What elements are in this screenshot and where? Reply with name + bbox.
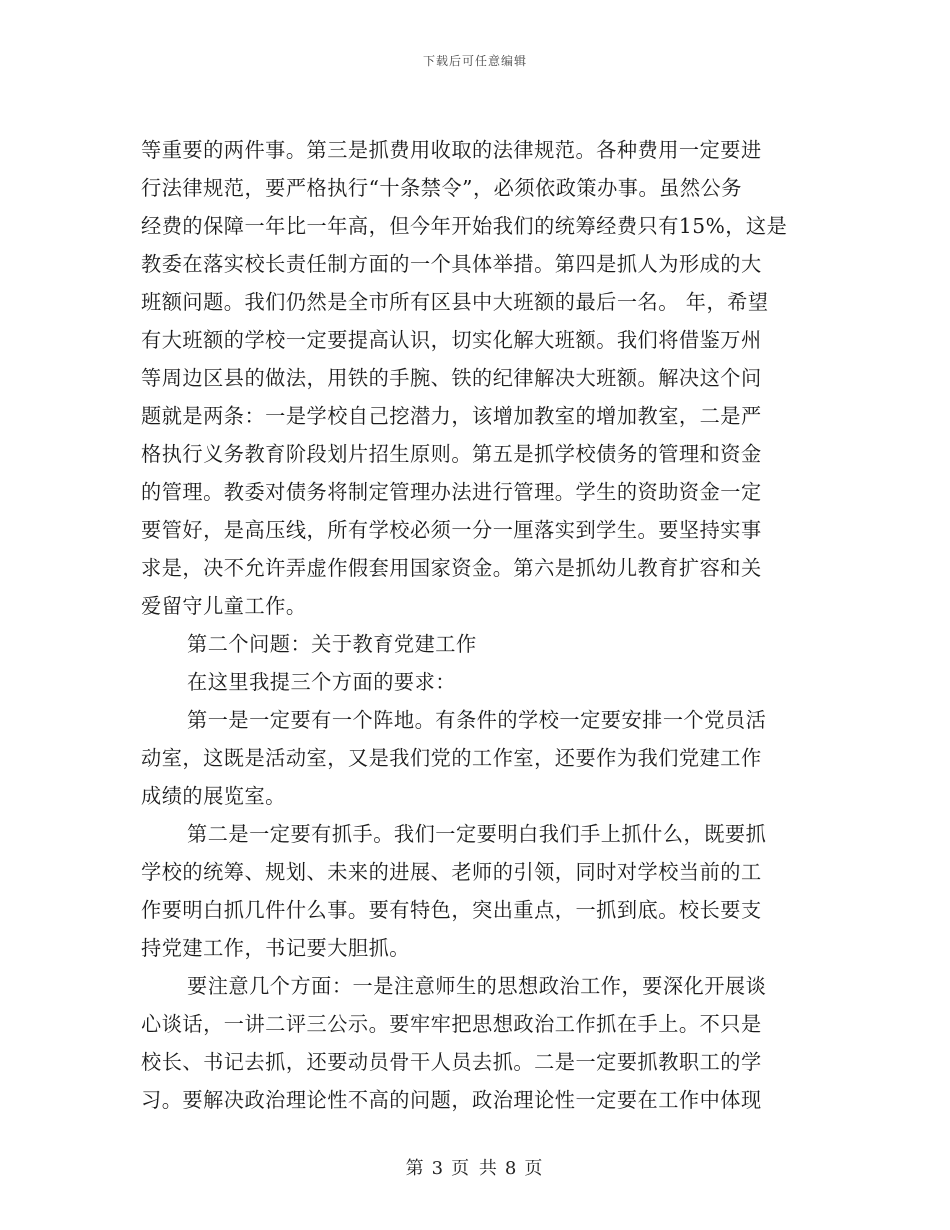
paragraph-line: 有大班额的学校一定要提高认识，切实化解大班额。我们将借鉴万州 (141, 328, 762, 352)
paragraph-line: 班额问题。我们仍然是全市所有区县中大班额的最后一名。 年，希望 (141, 290, 769, 314)
paragraph-line: 持党建工作，书记要大胆抓。 (141, 936, 410, 960)
paragraph-line: 习。要解决政治理论性不高的问题，政治理论性一定要在工作中体现 (141, 1088, 762, 1112)
paragraph-line: 校长、书记去抓，还要动员骨干人员去抓。二是一定要抓教职工的学 (141, 1050, 762, 1074)
page-footer (0, 1154, 950, 1180)
paragraph-line: 经费的保障一年比一年高，但今年开始我们的统筹经费只有15%，这是 (141, 214, 788, 238)
page-header: 下载后可任意编辑 (422, 54, 527, 68)
paragraph-line: 等重要的两件事。第三是抓费用收取的法律规范。各种费用一定要进 (141, 138, 762, 162)
paragraph-line: 行法律规范，要严格执行“十条禁令”，必须依政策办事。虽然公务 (141, 176, 742, 200)
paragraph-line: 题就是两条：一是学校自己挖潜力，该增加教室的增加教室，二是严 (141, 404, 762, 428)
paragraph-line: 心谈话，一讲二评三公示。要牢牢把思想政治工作抓在手上。不只是 (141, 1012, 762, 1036)
document-body (141, 131, 811, 1119)
paragraph-line: 的管理。教委对债务将制定管理办法进行管理。学生的资助资金一定 (141, 480, 762, 504)
paragraph-line: 要管好，是高压线，所有学校必须一分一厘落实到学生。要坚持实事 (141, 518, 762, 542)
total-page-count: 8 (504, 1158, 519, 1179)
paragraph-line: 第二是一定要有抓手。我们一定要明白我们手上抓什么，既要抓 (187, 822, 767, 846)
paragraph-line: 格执行义务教育阶段划片招生原则。第五是抓学校债务的管理和资金 (141, 442, 762, 466)
paragraph-line: 学校的统筹、规划、未来的进展、老师的引领，同时对学校当前的工 (141, 860, 762, 884)
footer-suffix: 页 (524, 1158, 545, 1179)
paragraph-line: 在这里我提三个方面的要求： (187, 670, 456, 694)
paragraph-line: 教委在落实校长责任制方面的一个具体举措。第四是抓人为形成的大 (141, 252, 762, 276)
paragraph-line: 等周边区县的做法，用铁的手腕、铁的纪律解决大班额。解决这个问 (141, 366, 762, 390)
paragraph-line: 作要明白抓几件什么事。要有特色，突出重点，一抓到底。校长要支 (141, 898, 762, 922)
current-page-number: 3 (431, 1158, 446, 1179)
paragraph-line: 要注意几个方面：一是注意师生的思想政治工作，要深化开展谈 (187, 974, 767, 998)
paragraph-line: 成绩的展览室。 (141, 784, 286, 808)
paragraph-line: 动室，这既是活动室，又是我们党的工作室，还要作为我们党建工作 (141, 746, 762, 770)
paragraph-line: 第一是一定要有一个阵地。有条件的学校一定要安排一个党员活 (187, 708, 767, 732)
footer-prefix: 第 (405, 1158, 426, 1179)
paragraph-line: 爱留守儿童工作。 (141, 594, 307, 618)
paragraph-line: 第二个问题：关于教育党建工作 (187, 632, 477, 656)
footer-middle: 页 共 (451, 1158, 499, 1179)
paragraph-line: 求是，决不允许弄虚作假套用国家资金。第六是抓幼儿教育扩容和关 (141, 556, 762, 580)
